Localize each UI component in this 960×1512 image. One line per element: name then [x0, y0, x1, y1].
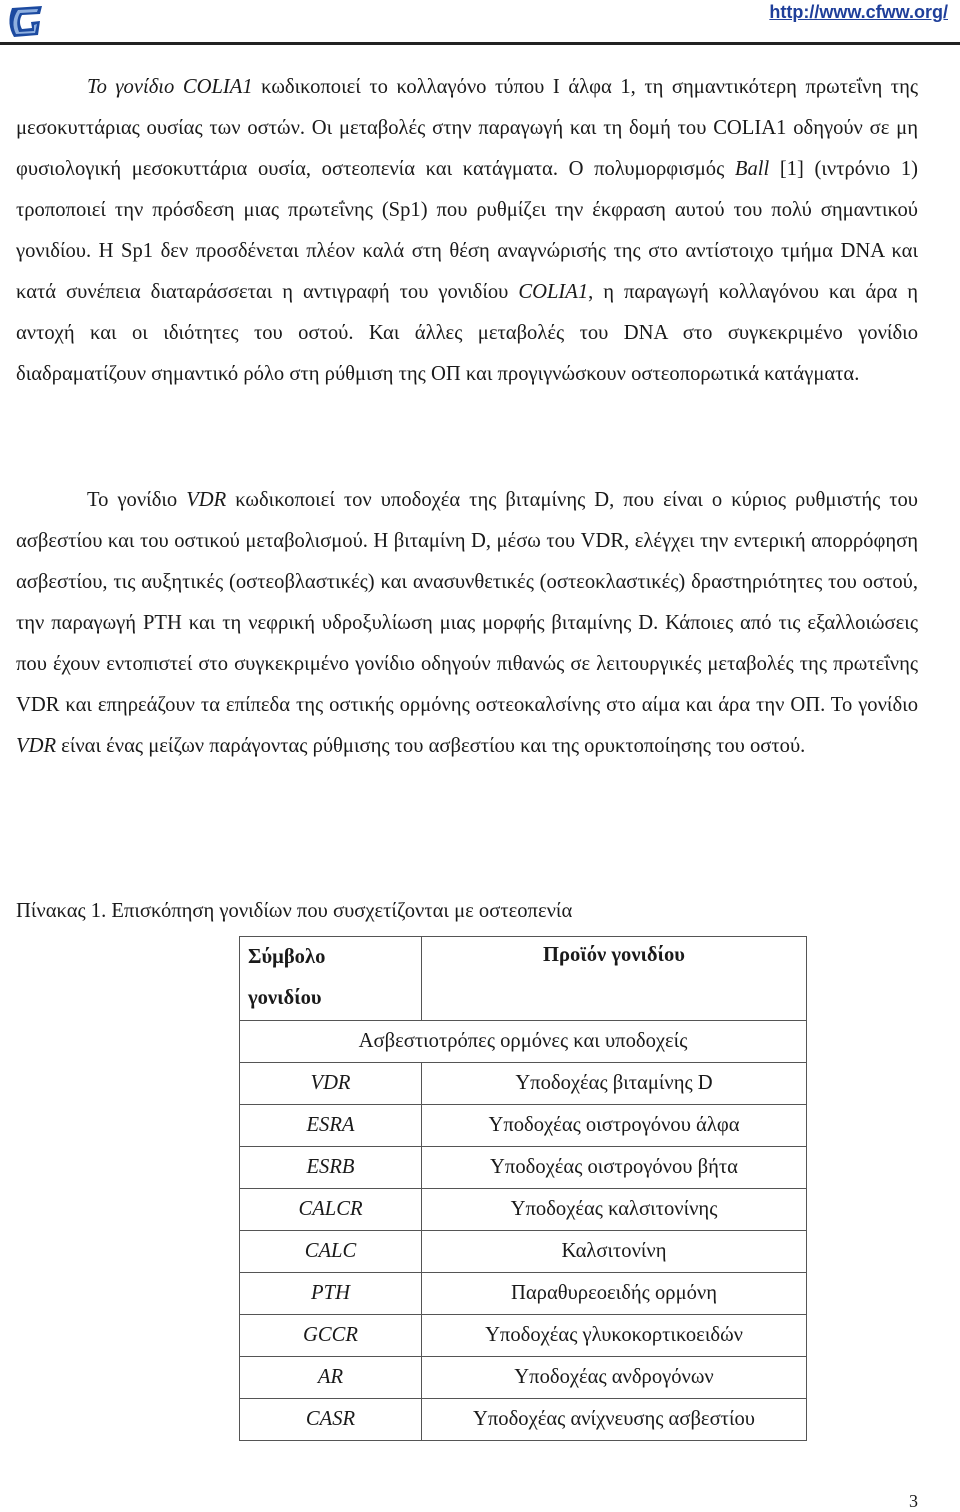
italic-text-run: VDR — [186, 489, 227, 511]
header-symbol-line1: Σύμβολο — [248, 946, 326, 968]
header-symbol-line2: γονιδίου — [248, 987, 322, 1009]
table-row — [240, 1357, 807, 1399]
paragraph-vdr — [16, 480, 918, 767]
table-caption: Πίνακας 1. Επισκόπηση γονιδίων που συσχετίζονται με οστεοπενία — [16, 900, 573, 922]
text-run: Το γονίδιο — [87, 489, 187, 511]
gene-symbol-cell: VDR — [240, 1063, 422, 1105]
text-run: , η παραγωγή κολλαγόνου και άρα η αντοχή και οι ιδιότητες του οστού. Και άλλες μεταβολές του DNA στο συγκεκριμένο γονίδιο διαδραματίζουν σημαντικό ρόλο στη ρύθμιση της ΟΠ και προγιγνώσκουν οστεοπορωτικά κατάγματα. — [16, 281, 918, 385]
table-row — [240, 1231, 807, 1273]
gene-product-cell: Υποδοχέας καλσιτονίνης — [422, 1189, 807, 1231]
text-run: είναι ένας μείζων παράγοντας ρύθμισης του ασβεστίου και της ορυκτοποίησης του οστού. — [56, 735, 806, 757]
gene-product-cell: Καλσιτονίνη — [422, 1231, 807, 1273]
header-url-link[interactable]: http://www.cfww.org/ — [769, 2, 948, 22]
gene-symbol-cell: ESRA — [240, 1105, 422, 1147]
italic-text-run: Το γονίδιο COLIA1 — [87, 76, 253, 98]
genes-table — [239, 936, 807, 1441]
text-run: κωδικοποιεί το κολλαγόνο τύπου Ι άλφα 1, τη σημαντικότερη πρωτεΐνη της μεσοκυττάριας ουσίας των οστών. Οι μεταβολές στην παραγωγή και τη δομή του COLIA1 οδηγούν σε μη φυσιολογική μεσοκυττάρια ουσία, οστεοπενία και κατάγματα. Ο πολυμορφισμός — [16, 76, 918, 180]
group-cell: Ασβεστιοτρόπες ορμόνες και υποδοχείς — [240, 1021, 807, 1063]
table-row — [240, 1399, 807, 1441]
page-header — [0, 0, 960, 46]
header-cell-product: Προϊόν γονιδίου — [422, 937, 807, 1021]
table-row — [240, 1189, 807, 1231]
gene-symbol-cell: PTH — [240, 1273, 422, 1315]
gene-product-cell: Υποδοχέας βιταμίνης D — [422, 1063, 807, 1105]
table-row — [240, 1315, 807, 1357]
gene-product-cell: Υποδοχέας ανδρογόνων — [422, 1357, 807, 1399]
table-row — [240, 1273, 807, 1315]
table-row — [240, 1105, 807, 1147]
gene-symbol-cell: GCCR — [240, 1315, 422, 1357]
header-cell-symbol — [240, 937, 422, 1021]
cfww-logo-icon — [4, 2, 48, 42]
paragraph-colia1 — [16, 67, 918, 395]
gene-product-cell: Υποδοχέας οιστρογόνου άλφα — [422, 1105, 807, 1147]
gene-symbol-cell: CALCR — [240, 1189, 422, 1231]
table-row — [240, 1147, 807, 1189]
table-row — [240, 1063, 807, 1105]
table-header-row — [240, 937, 807, 1021]
gene-symbol-cell: AR — [240, 1357, 422, 1399]
text-run: κωδικοποιεί τον υποδοχέα της βιταμίνης D, που είναι ο κύριος ρυθμιστής του ασβεστίου και του οστικού μεταβολισμού. Η βιταμίνη D, μέσω του VDR, ελέγχει την εντερική απορρόφηση ασβεστίου, τις αυξητικές (οστεοβλαστικές) και ανασυνθετικές (οστεοκλαστικές) δραστηριότητες του οστού, την παραγωγή PTH και τη νεφρική υδροξυλίωση μιας μορφής βιταμίνης D. Κάποιες από τις εξαλλοιώσεις που έχουν εντοπιστεί στο συγκεκριμένο γονίδιο οδηγούν πιθανώς σε λειτουργικές μεταβολές της πρωτεΐνης VDR και επηρεάζουν τα επίπεδα της οστικής ορμόνης οστεοκαλσίνης στο αίμα και άρα την ΟΠ. Το γονίδιο — [16, 489, 919, 716]
gene-product-cell: Υποδοχέας ανίχνευσης ασβεστίου — [422, 1399, 807, 1441]
gene-symbol-cell: CALC — [240, 1231, 422, 1273]
italic-text-run: VDR — [16, 735, 57, 757]
header-divider — [0, 42, 960, 45]
text-run: [1] (ιντρόνιο 1) τροποποιεί την πρόσδεση μιας πρωτεΐνης (Sp1) που ρυθμίζει την έκφραση αυτού του πολύ σημαντικού γονιδίου. Η Sp1 δεν προσδένεται πλέον καλά στη θέση αναγνώρισής της στο αντίστοιχο τμήμα DNA και κατά συνέπεια διαταράσσεται η αντιγραφή του γονιδίου — [16, 158, 918, 303]
gene-product-cell: Παραθυρεοειδής ορμόνη — [422, 1273, 807, 1315]
italic-text-run: Ball — [734, 158, 770, 180]
gene-product-cell: Υποδοχέας οιστρογόνου βήτα — [422, 1147, 807, 1189]
page-number: 3 — [909, 1491, 918, 1511]
italic-text-run: COLIA1 — [518, 281, 589, 303]
gene-symbol-cell: CASR — [240, 1399, 422, 1441]
gene-symbol-cell: ESRB — [240, 1147, 422, 1189]
gene-product-cell: Υποδοχέας γλυκοκορτικοειδών — [422, 1315, 807, 1357]
group-row — [240, 1021, 807, 1063]
